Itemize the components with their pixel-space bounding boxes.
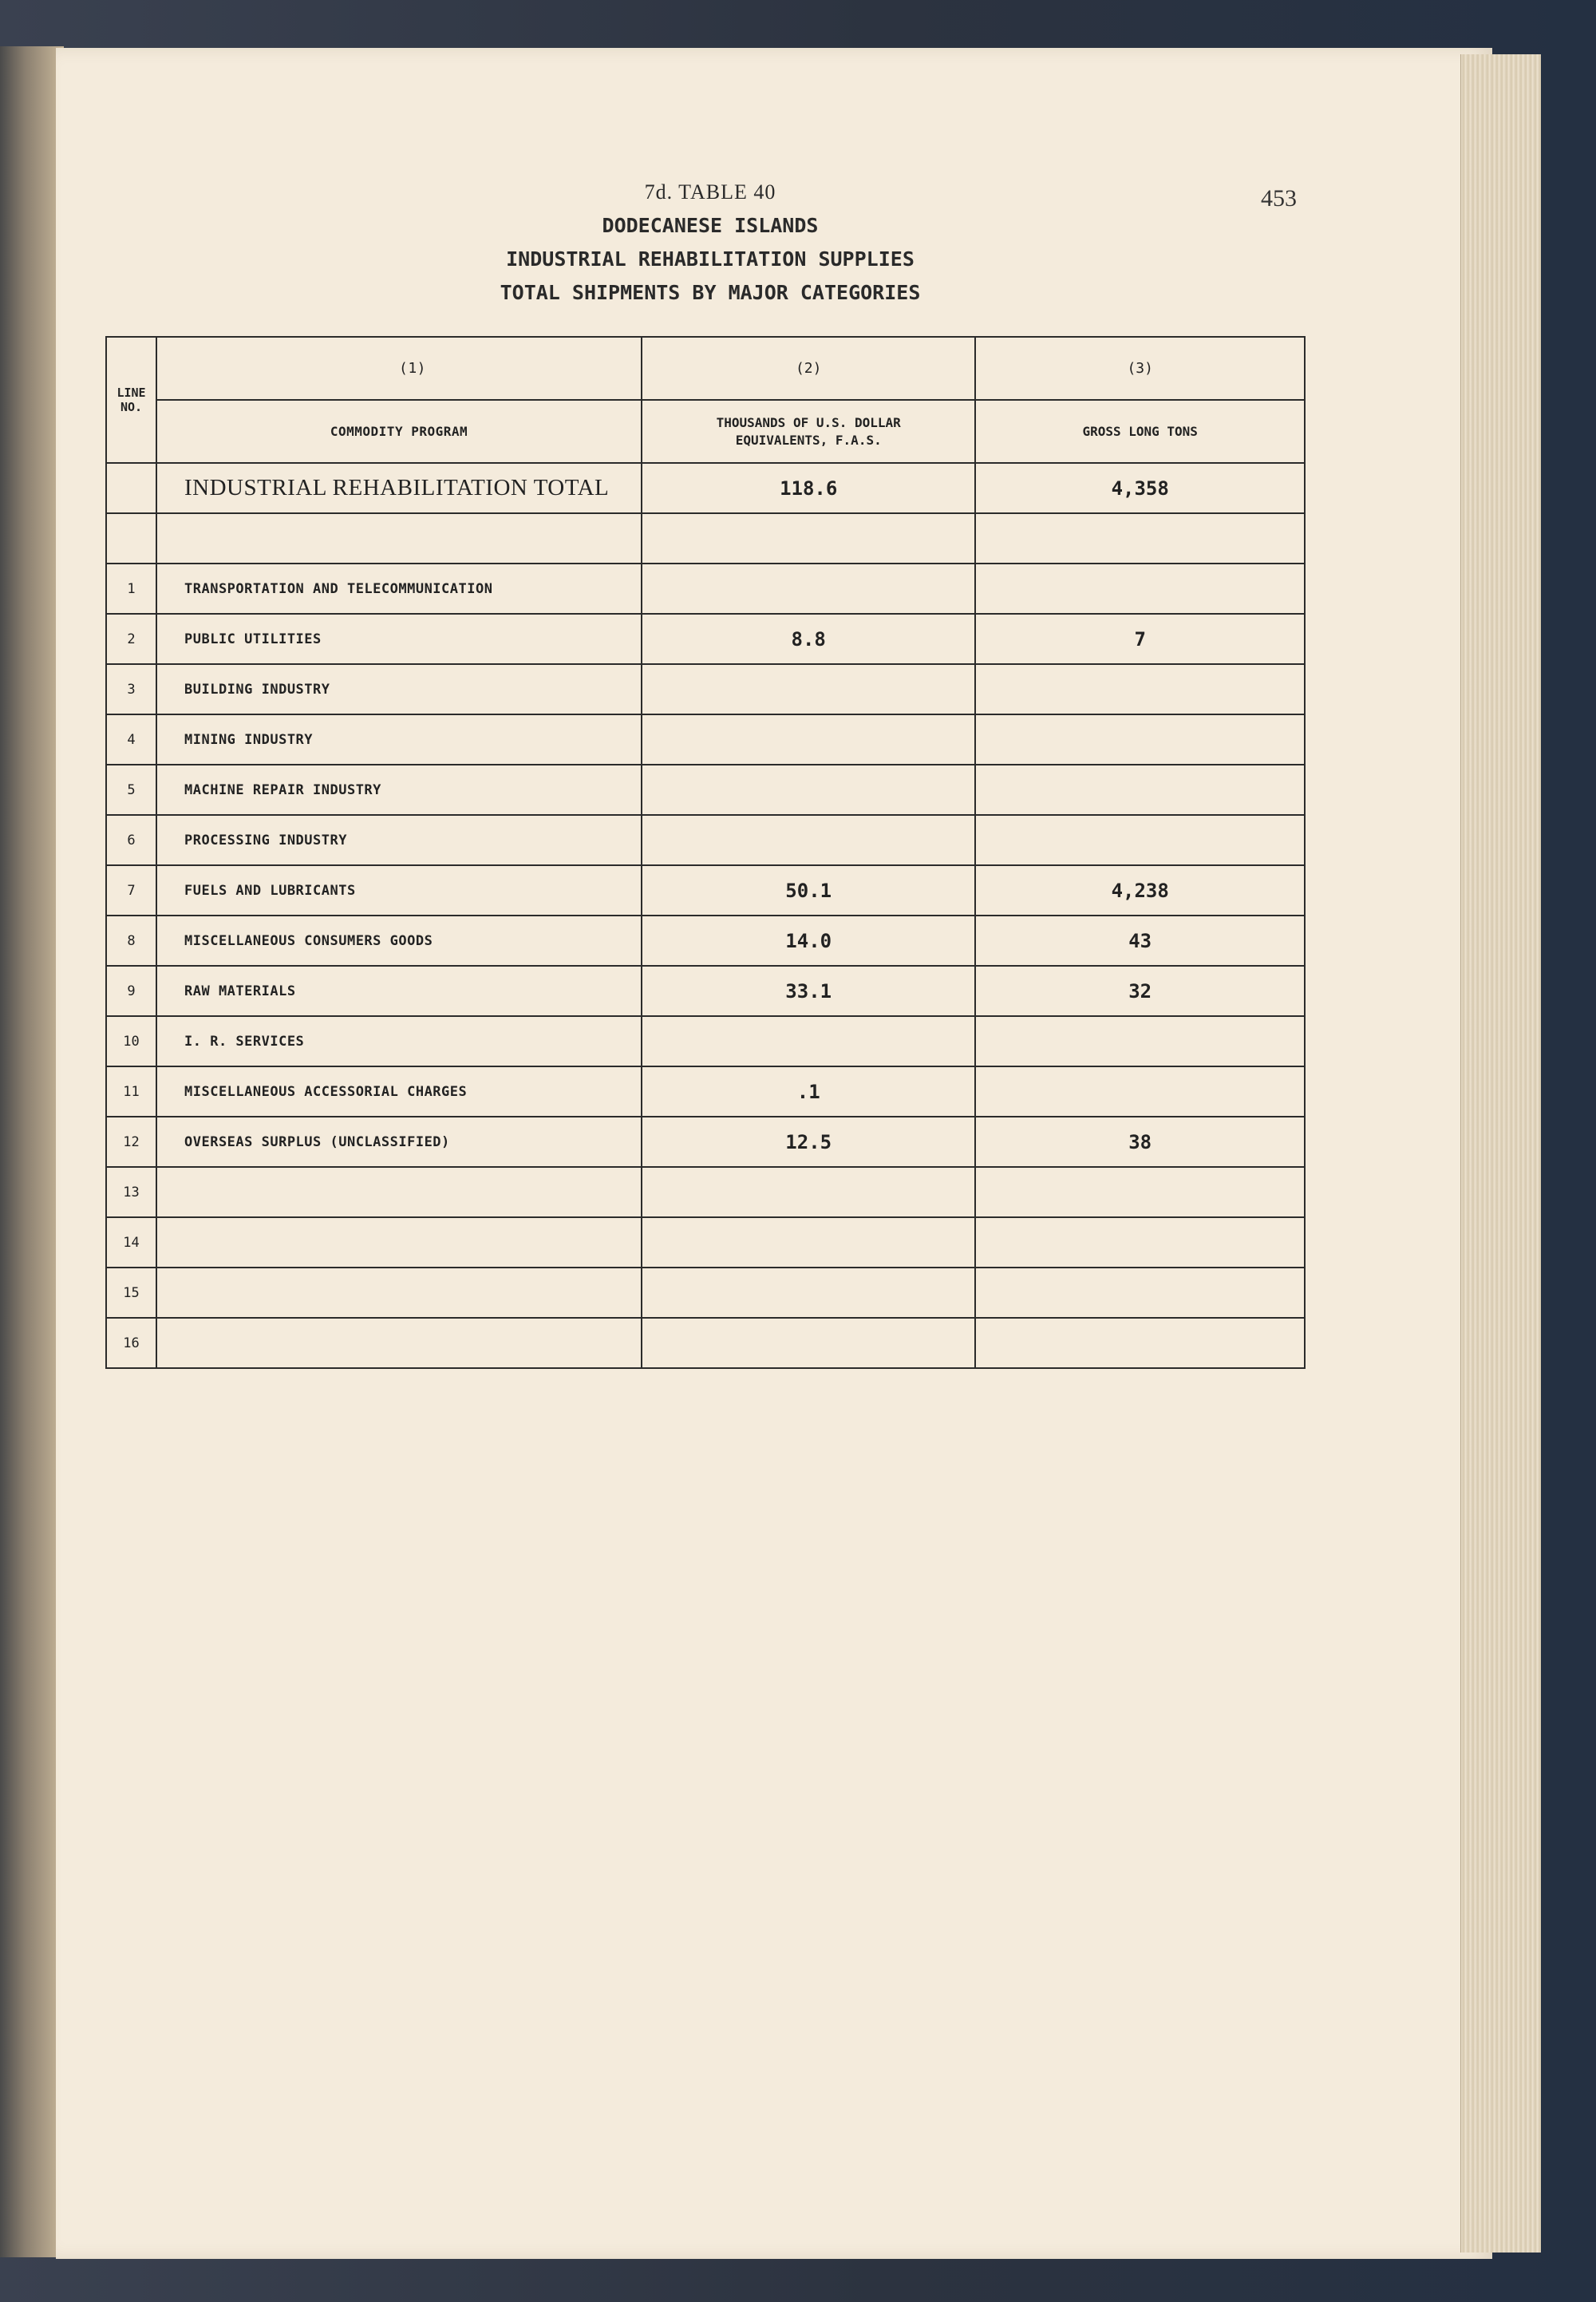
program-cell: I. R. SERVICES <box>156 1016 642 1066</box>
program-cell: BUILDING INDUSTRY <box>156 664 642 714</box>
total-line-cell <box>106 463 156 513</box>
table-row <box>106 1117 1305 1167</box>
tons-cell <box>975 1217 1305 1268</box>
value-cell <box>642 1167 975 1217</box>
spacer-cell <box>156 513 642 564</box>
table-row <box>106 1217 1305 1268</box>
tons-cell: 7 <box>975 614 1305 664</box>
table-row <box>106 815 1305 865</box>
line-number-cell: 6 <box>106 815 156 865</box>
shipments-table <box>105 336 1306 1369</box>
tons-cell <box>975 1268 1305 1318</box>
line-number-cell: 16 <box>106 1318 156 1368</box>
line-number-cell: 13 <box>106 1167 156 1217</box>
total-tons: 4,358 <box>975 463 1305 513</box>
value-cell <box>642 815 975 865</box>
spacer-cell <box>642 513 975 564</box>
program-cell: PROCESSING INDUSTRY <box>156 815 642 865</box>
program-cell: MISCELLANEOUS ACCESSORIAL CHARGES <box>156 1066 642 1117</box>
value-cell <box>642 1016 975 1066</box>
tons-cell: 43 <box>975 916 1305 966</box>
spacer-cell <box>106 513 156 564</box>
line-number-cell: 4 <box>106 714 156 765</box>
table-subtitle: TOTAL SHIPMENTS BY MAJOR CATEGORIES <box>500 281 921 304</box>
program-cell <box>156 1217 642 1268</box>
tons-cell <box>975 815 1305 865</box>
tons-cell <box>975 1066 1305 1117</box>
line-number-cell: 2 <box>106 614 156 664</box>
table-row <box>106 865 1305 916</box>
program-cell: MACHINE REPAIR INDUSTRY <box>156 765 642 815</box>
line-no-header: LINE NO. <box>106 337 156 463</box>
spacer-cell <box>975 513 1305 564</box>
table-row <box>106 1167 1305 1217</box>
value-cell <box>642 564 975 614</box>
tons-cell: 38 <box>975 1117 1305 1167</box>
program-cell: RAW MATERIALS <box>156 966 642 1016</box>
program-cell <box>156 1318 642 1368</box>
program-cell: MISCELLANEOUS CONSUMERS GOODS <box>156 916 642 966</box>
value-cell <box>642 714 975 765</box>
value-cell <box>642 664 975 714</box>
line-number-cell: 15 <box>106 1268 156 1318</box>
line-number-cell: 11 <box>106 1066 156 1117</box>
line-number-cell: 14 <box>106 1217 156 1268</box>
tons-cell <box>975 564 1305 614</box>
table-row <box>106 614 1305 664</box>
value-cell: 12.5 <box>642 1117 975 1167</box>
table-title: INDUSTRIAL REHABILITATION SUPPLIES <box>506 247 915 271</box>
tons-cell: 32 <box>975 966 1305 1016</box>
page-number: 453 <box>1261 185 1297 212</box>
value-cell <box>642 1268 975 1318</box>
tons-cell <box>975 1167 1305 1217</box>
column-number-2: (2) <box>642 337 975 400</box>
table-row <box>106 1268 1305 1318</box>
column-number-3: (3) <box>975 337 1305 400</box>
tons-cell <box>975 1016 1305 1066</box>
table-row <box>106 765 1305 815</box>
value-cell: 33.1 <box>642 966 975 1016</box>
tons-cell <box>975 1318 1305 1368</box>
column-number-row <box>106 337 1305 400</box>
table-row <box>106 1016 1305 1066</box>
table-row <box>106 966 1305 1016</box>
tons-cell <box>975 765 1305 815</box>
value-cell: 14.0 <box>642 916 975 966</box>
tons-cell <box>975 664 1305 714</box>
table-number: 7d. TABLE 40 <box>644 180 776 204</box>
column-header-row <box>106 400 1305 463</box>
total-value: 118.6 <box>642 463 975 513</box>
line-number-cell: 3 <box>106 664 156 714</box>
value-cell: .1 <box>642 1066 975 1117</box>
tons-cell: 4,238 <box>975 865 1305 916</box>
value-cell <box>642 765 975 815</box>
line-number-cell: 10 <box>106 1016 156 1066</box>
line-number-cell: 8 <box>106 916 156 966</box>
table-row <box>106 1318 1305 1368</box>
column-number-1: (1) <box>156 337 642 400</box>
value-cell <box>642 1318 975 1368</box>
value-cell <box>642 1217 975 1268</box>
total-label: INDUSTRIAL REHABILITATION TOTAL <box>156 463 642 513</box>
total-row <box>106 463 1305 513</box>
program-cell <box>156 1268 642 1318</box>
book-spine <box>0 46 64 2257</box>
tons-header: GROSS LONG TONS <box>975 400 1305 463</box>
program-header: COMMODITY PROGRAM <box>156 400 642 463</box>
table-row <box>106 916 1305 966</box>
value-cell: 8.8 <box>642 614 975 664</box>
line-number-cell: 7 <box>106 865 156 916</box>
line-number-cell: 1 <box>106 564 156 614</box>
program-cell: FUELS AND LUBRICANTS <box>156 865 642 916</box>
tons-cell <box>975 714 1305 765</box>
program-cell <box>156 1167 642 1217</box>
program-cell: TRANSPORTATION AND TELECOMMUNICATION <box>156 564 642 614</box>
value-header: THOUSANDS OF U.S. DOLLAR EQUIVALENTS, F.A.S. <box>642 400 975 463</box>
page-edges <box>1460 54 1541 2253</box>
table-row <box>106 1066 1305 1117</box>
table-row <box>106 714 1305 765</box>
spacer-row <box>106 513 1305 564</box>
line-number-cell: 12 <box>106 1117 156 1167</box>
program-cell: MINING INDUSTRY <box>156 714 642 765</box>
line-number-cell: 9 <box>106 966 156 1016</box>
line-number-cell: 5 <box>106 765 156 815</box>
table-row <box>106 664 1305 714</box>
table-row <box>106 564 1305 614</box>
value-cell: 50.1 <box>642 865 975 916</box>
program-cell: PUBLIC UTILITIES <box>156 614 642 664</box>
program-cell: OVERSEAS SURPLUS (UNCLASSIFIED) <box>156 1117 642 1167</box>
region-title: DODECANESE ISLANDS <box>602 214 819 237</box>
